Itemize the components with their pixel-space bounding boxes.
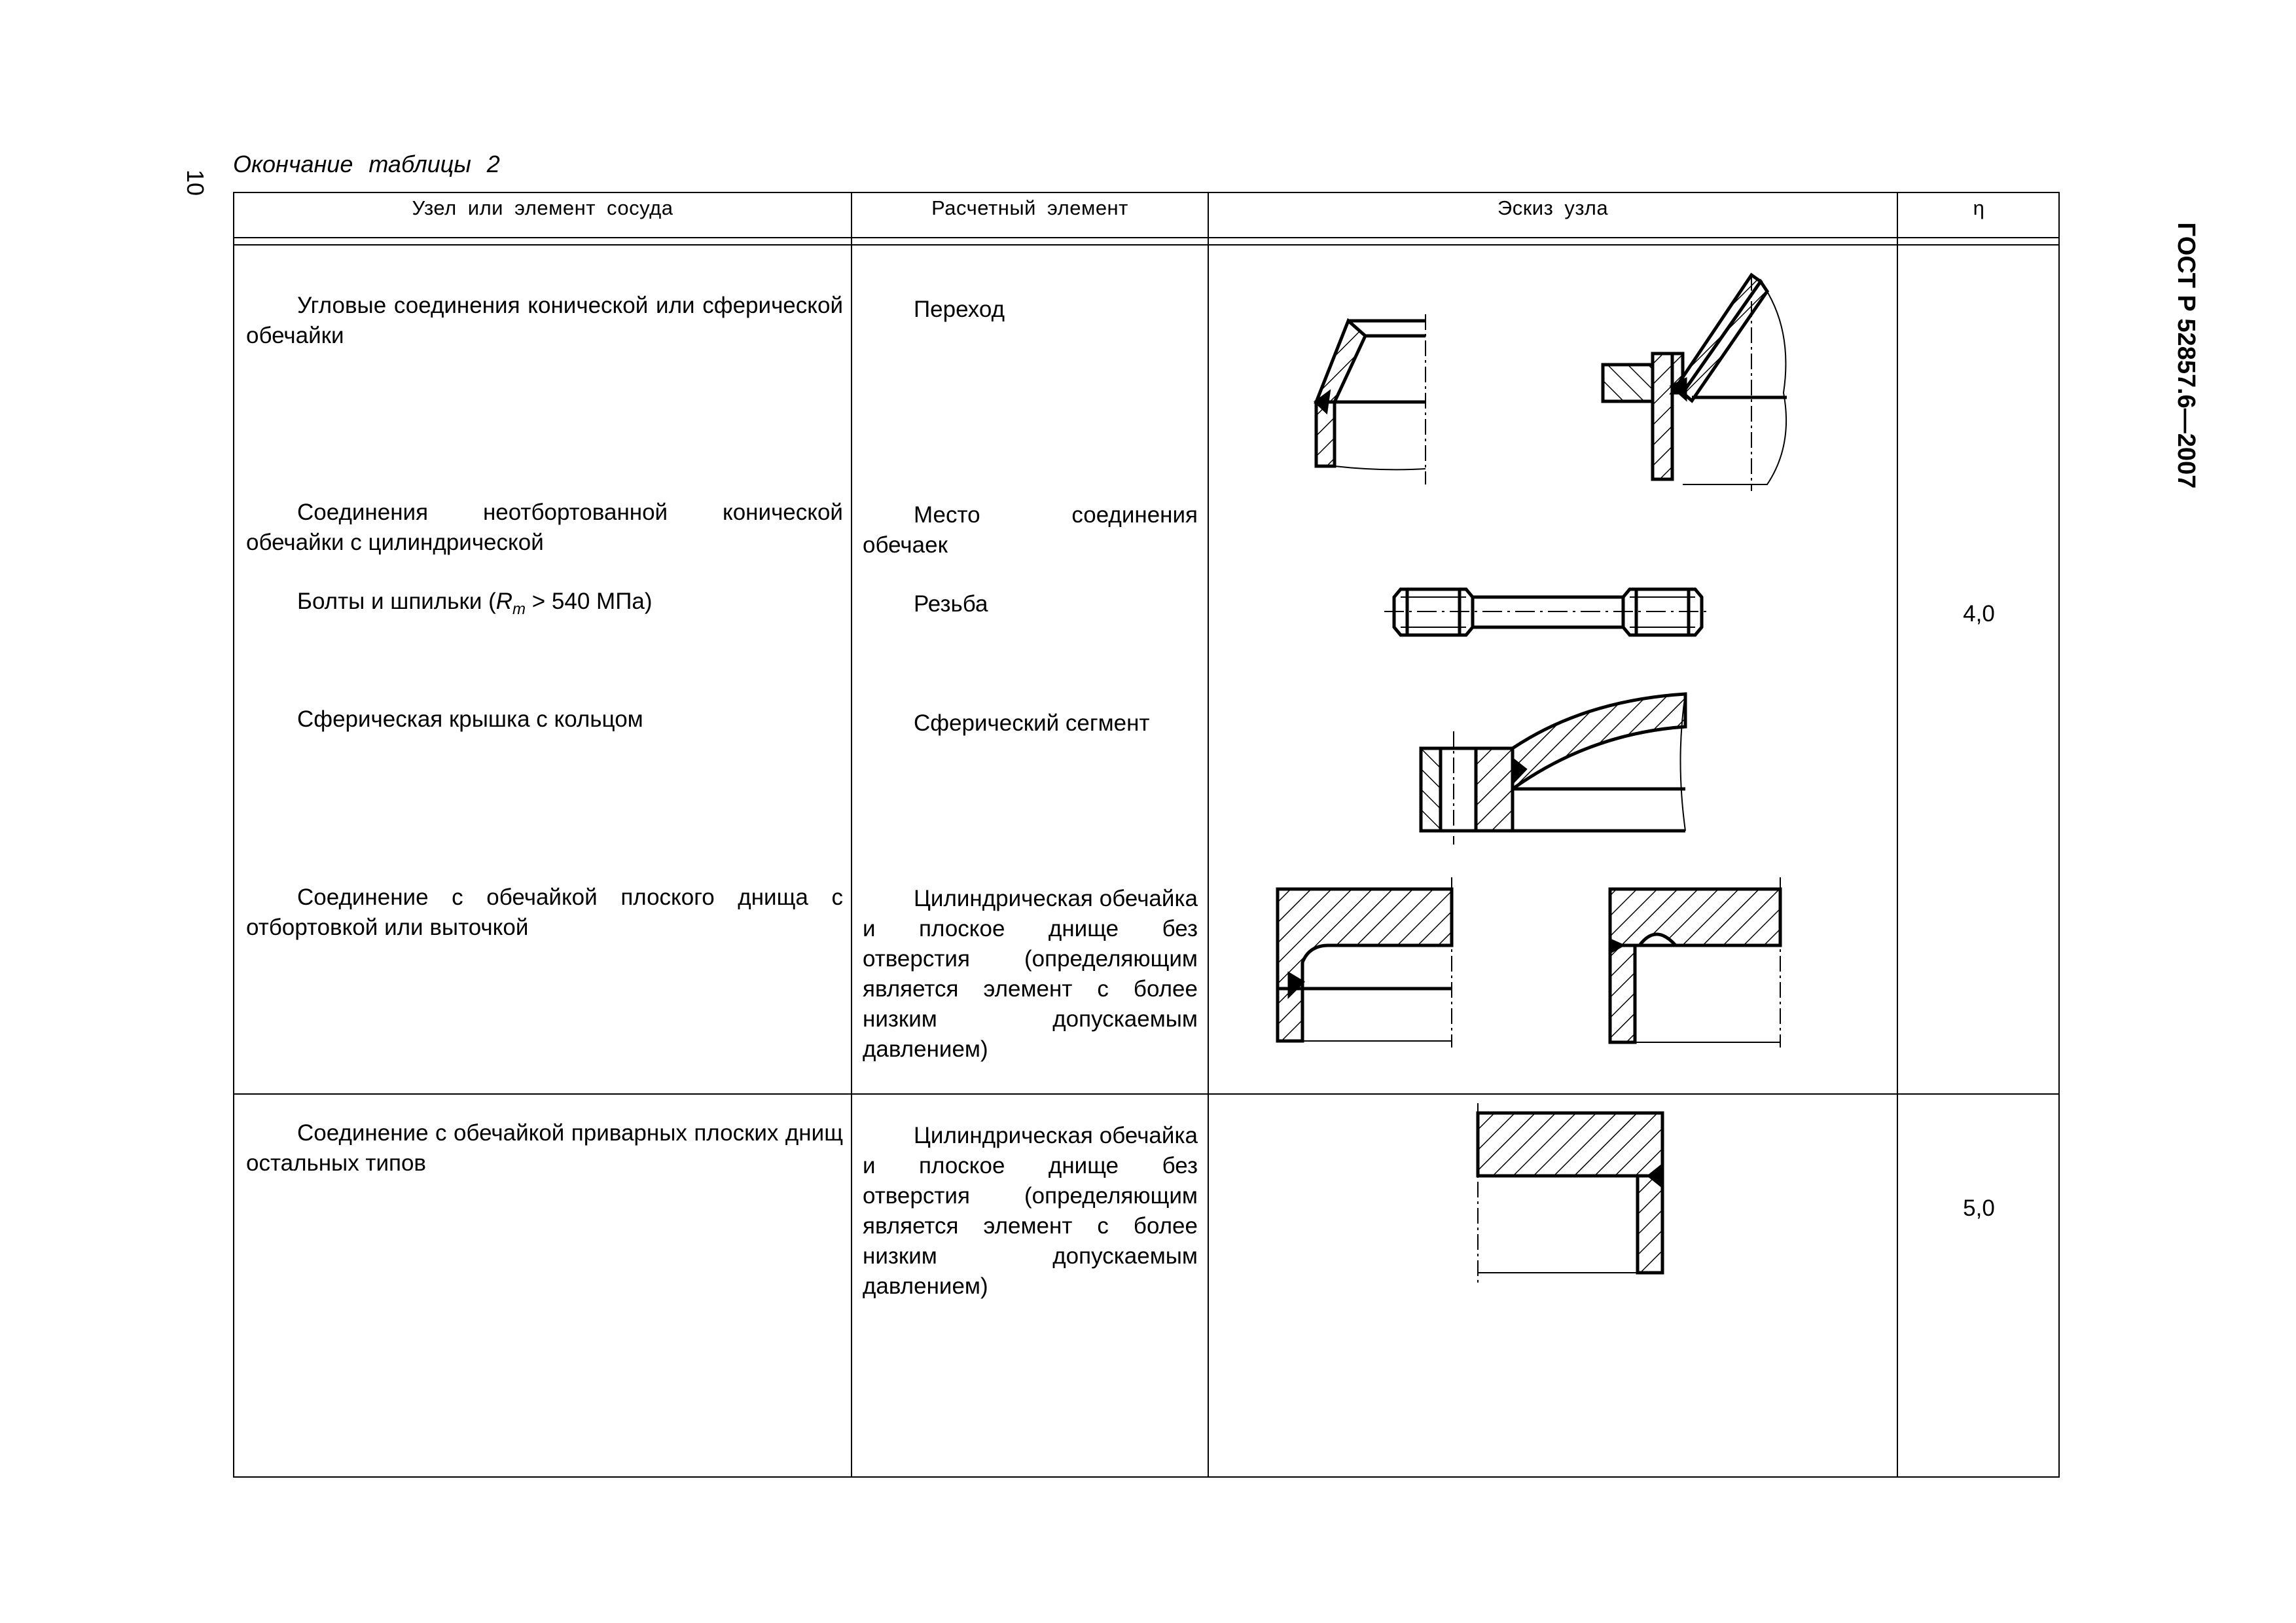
eta-value: 4,0 bbox=[1963, 601, 1995, 627]
table-row-node: Соединения неотбортованной конической обечайки с цилиндрической bbox=[246, 500, 843, 555]
table-row-node: Болты и шпильки ($R_m > 540$ МПа) bbox=[297, 589, 653, 618]
table-row-node: Соединение с обечайкой плоского днища с отбортовкой или выточкой bbox=[246, 884, 843, 940]
header-eta: η bbox=[1973, 196, 1985, 219]
standard-designation: ГОСТ Р 52857.6—2007 bbox=[2172, 222, 2200, 489]
header-node: Узел или элемент сосуда bbox=[412, 196, 673, 219]
welded-flat-head-sketch-icon bbox=[1478, 1103, 1662, 1283]
table-row-element: Переход bbox=[914, 297, 1005, 322]
table-row-element: Сферический сегмент bbox=[914, 710, 1150, 736]
corner-joint-sketch-icon bbox=[1603, 275, 1787, 491]
flanged-head-sketch-icon bbox=[1610, 877, 1780, 1048]
table-row-element: Цилиндрическая обечайка и плоское днище без отверстия (определяющим является элемент с более низким допускаемым давлением) bbox=[863, 1123, 1198, 1299]
flanged-head-sketch-icon bbox=[1278, 877, 1452, 1048]
stud-bolt-sketch-icon bbox=[1384, 589, 1707, 635]
table-row-element: Резьба bbox=[914, 591, 988, 617]
table-row-element: Место соединения обечаек bbox=[863, 502, 1198, 558]
header-sketch: Эскиз узла bbox=[1497, 196, 1609, 219]
spherical-cover-sketch-icon bbox=[1421, 694, 1685, 845]
table-row-element: Цилиндрическая обечайка и плоское днище без отверстия (определяющим является элемент с более низким допускаемым давлением) bbox=[863, 886, 1198, 1062]
table-row-node: Сферическая крышка с кольцом bbox=[297, 706, 643, 732]
table-caption: Окончание таблицы 2 bbox=[233, 151, 500, 177]
table-row-node: Соединение с обечайкой приварных плоских днищ остальных типов bbox=[246, 1120, 843, 1176]
eta-value: 5,0 bbox=[1963, 1195, 1995, 1221]
page-number: 10 bbox=[182, 169, 209, 196]
header-element: Расчетный элемент bbox=[931, 196, 1128, 219]
table-row-node: Угловые соединения конической или сферической обечайки bbox=[246, 293, 843, 348]
corner-joint-sketch-icon bbox=[1316, 314, 1426, 484]
